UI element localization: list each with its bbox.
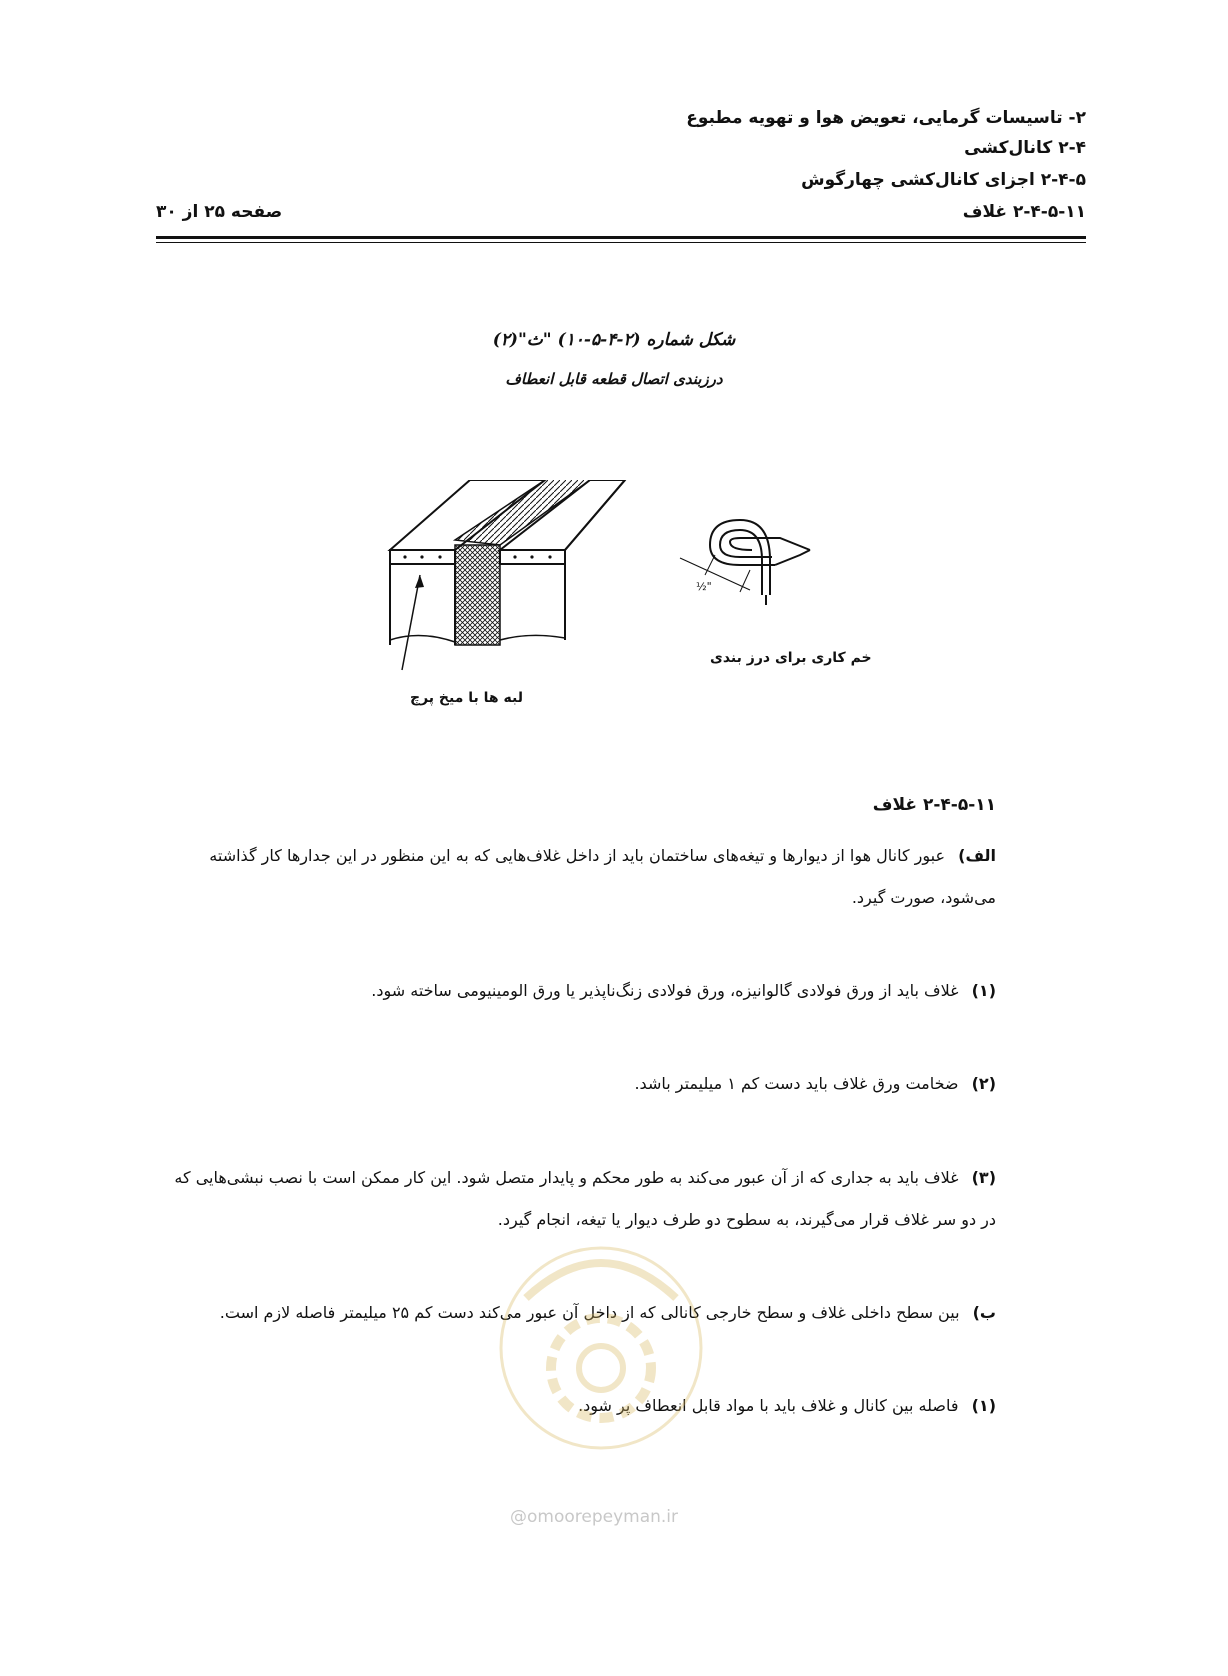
paragraph-2 bbox=[156, 1063, 996, 1105]
header-line-4: ۲-۴-۵-۱۱ غلاف bbox=[962, 202, 1086, 222]
item-mark: ب) bbox=[972, 1303, 996, 1322]
paragraph-text: فاصله بین کانال و غلاف باید با مواد قابل انعطاف پر شود. bbox=[578, 1396, 959, 1415]
header-line-3: ۲-۴-۵ اجزای کانال‌کشی چهارگوش bbox=[801, 170, 1086, 190]
header-line-1: ۲- تاسیسات گرمایی، تعویض هوا و تهویه مطبوع bbox=[686, 108, 1086, 128]
flexible-fabric-front bbox=[455, 545, 500, 645]
item-mark: (۱) bbox=[971, 981, 996, 1000]
header-rule-thin bbox=[156, 242, 1086, 243]
watermark-url: @omoorepeyman.ir bbox=[510, 1507, 679, 1527]
header-rule bbox=[156, 236, 1086, 239]
figure-drawing bbox=[380, 480, 910, 730]
watermark-seal bbox=[496, 1208, 706, 1478]
item-mark: الف) bbox=[958, 846, 996, 865]
paragraph-alef bbox=[156, 835, 996, 919]
section-heading: ۲-۴-۵-۱۱ غلاف bbox=[872, 795, 996, 815]
paragraph-1 bbox=[156, 970, 996, 1012]
leader-arrow bbox=[402, 575, 420, 670]
paragraph-text: ضخامت ورق غلاف باید دست کم ۱ میلیمتر باشد. bbox=[634, 1074, 959, 1093]
figure-subtitle: درزبندی اتصال قطعه قابل انعطاف bbox=[505, 370, 723, 388]
item-mark: (۲) bbox=[971, 1074, 996, 1093]
watermark-logo bbox=[496, 1208, 706, 1478]
paragraph-text: عبور کانال هوا از دیوارها و تیغه‌های ساختمان باید از داخل غلاف‌هایی که به این منظور در این جدارها کار گذاشته می‌شود، صورت گیرد. bbox=[209, 846, 996, 907]
paragraph-text: بین سطح داخلی غلاف و سطح خارجی کانالی که از داخل آن عبور می‌کند دست کم ۲۵ میلیمتر فاصله لازم است. bbox=[219, 1303, 960, 1322]
paragraph-text: غلاف باید به جداری که از آن عبور می‌کند به طور محکم و پایدار متصل شود. این کار ممکن است با نصب نبشی‌هایی که در دو سر غلاف قرار می‌گیرند، به سطوح دو طرف دیوار یا تیغه، انجام گیرد. bbox=[174, 1168, 996, 1229]
page-header bbox=[156, 98, 1086, 248]
paragraph-text: غلاف باید از ورق فولادی گالوانیزه، ورق فولادی زنگ‌ناپذیر یا ورق الومینیومی ساخته شود. bbox=[371, 981, 959, 1000]
dimension-label: ½" bbox=[696, 580, 712, 593]
caption-seam-bending: خم کاری برای درز بندی bbox=[710, 650, 872, 666]
flexible-fabric-top bbox=[455, 480, 590, 545]
header-line-2: ۲-۴ کانال‌کشی bbox=[964, 138, 1086, 158]
page-number: صفحه ۲۵ از ۳۰ bbox=[156, 202, 283, 222]
item-mark: (۱) bbox=[971, 1396, 996, 1415]
figure-title: شکل شماره (۲-۴-۵-۱۰) "ث"(۲) bbox=[492, 330, 736, 350]
item-mark: (۳) bbox=[971, 1168, 996, 1187]
caption-rivet-edges: لبه ها با میخ پرچ bbox=[410, 690, 523, 706]
